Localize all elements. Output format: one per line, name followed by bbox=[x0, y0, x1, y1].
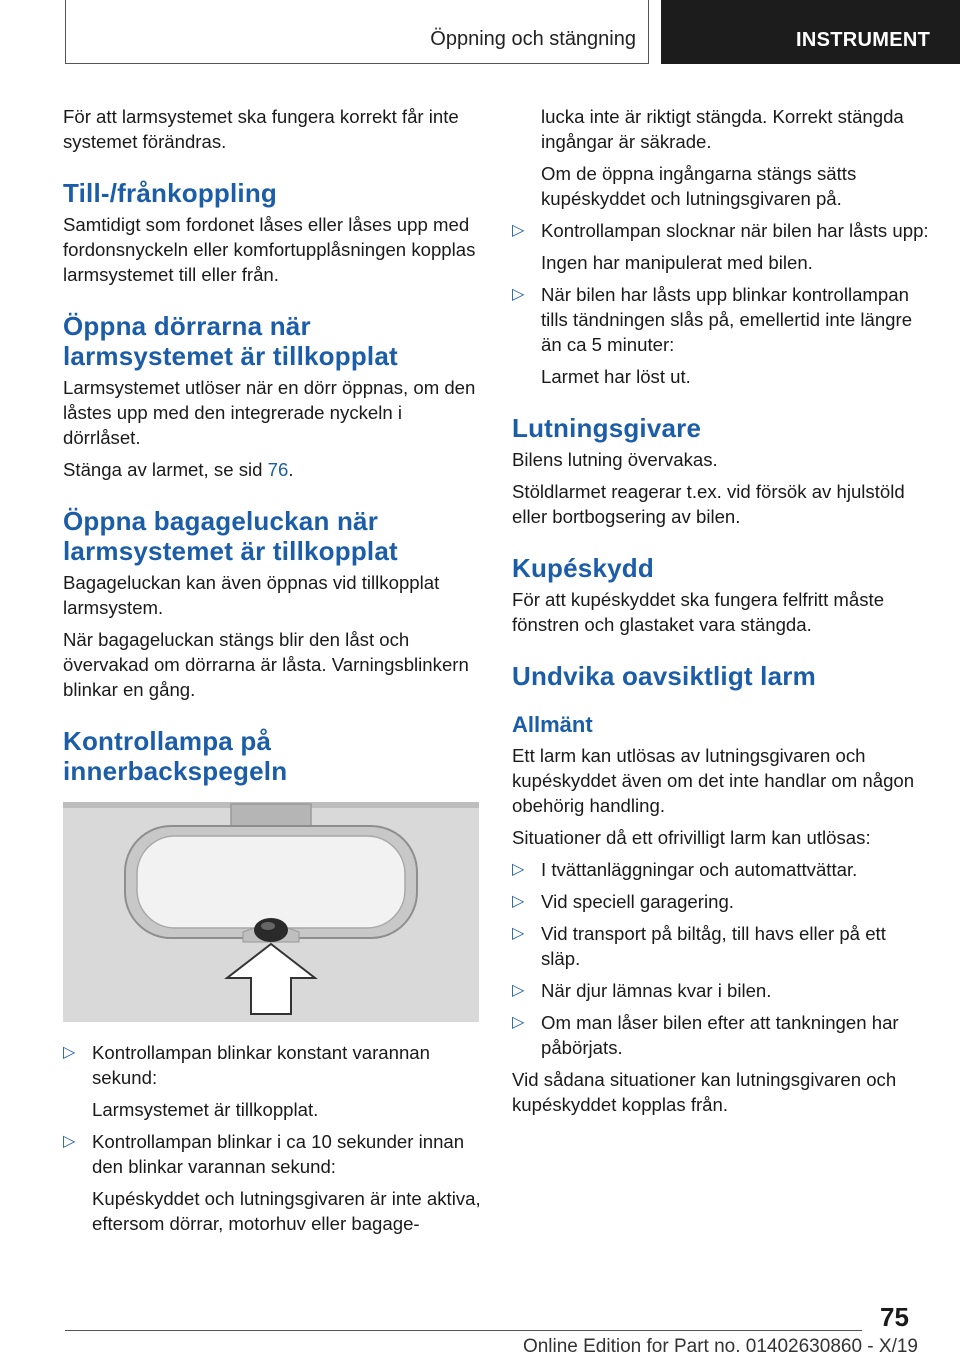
list-item bbox=[512, 889, 930, 914]
list-item-text: När djur lämnas kvar i bilen. bbox=[541, 980, 772, 1001]
continued-text-2: Om de öppna ingångarna stängs sätts kupéskyddet och lutningsgivaren på. bbox=[541, 163, 857, 209]
heading-till-frankoppling: Till-/frånkoppling bbox=[63, 178, 277, 208]
bullet-item-1 bbox=[63, 1040, 481, 1090]
bullet-sub-2: Kupéskyddet och lutningsgivaren är inte aktiva, eftersom dörrar, motorhuv eller bagage- bbox=[92, 1188, 481, 1234]
triangle-bullet-icon: ▷ bbox=[63, 1133, 76, 1150]
rearview-mirror-icon bbox=[63, 802, 479, 1022]
header-rule-bottom bbox=[65, 63, 649, 64]
paragraph-till: Samtidigt som fordonet låses eller låses upp med fordonsnyckeln eller komfortupplåsningen kopplas larmsystemet till eller från. bbox=[63, 214, 476, 285]
intro-text: För att larmsystemet ska fungera korrekt får inte systemet förändras. bbox=[63, 106, 459, 152]
paragraph-bagage-1: Bagageluckan kan även öppnas vid tillkopplat larmsystem. bbox=[63, 572, 440, 618]
continued-text-1: lucka inte är riktigt stängda. Korrekt stängda ingångar är säkrade. bbox=[541, 106, 904, 152]
footer-rule bbox=[65, 1330, 862, 1331]
bullet-item-4 bbox=[512, 282, 930, 357]
paragraph-bagage-2: När bagageluckan stängs blir den låst och övervakad om dörrarna är låsta. Varningsblinkern blinkar en gång. bbox=[63, 629, 469, 700]
triangle-bullet-icon: ▷ bbox=[512, 925, 525, 942]
right-column bbox=[512, 104, 930, 1124]
paragraph-lutning-1: Bilens lutning övervakas. bbox=[512, 449, 718, 470]
list-item bbox=[512, 921, 930, 971]
paragraph-final: Vid sådana situationer kan lutningsgivaren och kupéskyddet kopplas från. bbox=[512, 1069, 897, 1115]
list-item-text: Vid speciell garagering. bbox=[541, 891, 734, 912]
header-rule-right bbox=[648, 0, 649, 64]
list-item bbox=[512, 1010, 930, 1060]
bullet-text: Kontrollampan slocknar när bilen har låsts upp: bbox=[541, 220, 929, 241]
bullet-item-2 bbox=[63, 1129, 481, 1179]
header-section-title: Öppning och stängning bbox=[430, 28, 636, 50]
page-link-76[interactable]: 76 bbox=[267, 459, 289, 480]
paragraph-stanga bbox=[63, 457, 481, 482]
header-chapter-tab[interactable]: INSTRUMENT bbox=[661, 0, 960, 64]
list-item-text: Om man låser bilen efter att tankningen har påbörjats. bbox=[541, 1012, 899, 1058]
paragraph-allmant-1: Ett larm kan utlösas av lutningsgivaren och kupéskyddet även om det inte handlar om någon obehörig handling. bbox=[512, 745, 915, 816]
heading-lutningsgivare: Lutningsgivare bbox=[512, 413, 702, 443]
heading-oppna-bagageluckan: Öppna bagageluckan när larmsystemet är tillkopplat bbox=[63, 506, 398, 566]
bullet-item-3 bbox=[512, 218, 930, 243]
mirror-illustration bbox=[63, 802, 479, 1022]
triangle-bullet-icon: ▷ bbox=[512, 982, 525, 999]
stanga-end: . bbox=[288, 459, 294, 480]
paragraph-allmant-2: Situationer då ett ofrivilligt larm kan utlösas: bbox=[512, 827, 871, 848]
triangle-bullet-icon: ▷ bbox=[512, 893, 525, 910]
bullet-sub-4: Larmet har löst ut. bbox=[541, 366, 691, 387]
paragraph-lutning-2: Stöldlarmet reagerar t.ex. vid försök av hjulstöld eller bortbogsering av bilen. bbox=[512, 481, 905, 527]
left-column bbox=[63, 104, 481, 1243]
bullet-sub-3: Ingen har manipulerat med bilen. bbox=[541, 252, 813, 273]
subheading-allmant: Allmänt bbox=[512, 712, 593, 737]
list-item-text: Vid transport på biltåg, till havs eller på ett släp. bbox=[541, 923, 886, 969]
triangle-bullet-icon: ▷ bbox=[512, 1014, 525, 1031]
bullet-text: När bilen har låsts upp blinkar kontrollampan tills tändningen slås på, emellertid inte längre än ca 5 minuter: bbox=[541, 284, 913, 355]
list-item bbox=[512, 978, 930, 1003]
header-rule-left bbox=[65, 0, 66, 64]
heading-kontrollampa: Kontrollampa på innerbackspegeln bbox=[63, 726, 288, 786]
heading-kupeskydd: Kupéskydd bbox=[512, 553, 654, 583]
triangle-bullet-icon: ▷ bbox=[512, 861, 525, 878]
bullet-text: Kontrollampan blinkar konstant varannan sekund: bbox=[92, 1042, 430, 1088]
list-item bbox=[512, 857, 930, 882]
heading-undvika-larm: Undvika oavsiktligt larm bbox=[512, 661, 816, 691]
heading-oppna-dorrarna: Öppna dörrarna när larmsystemet är tillkopplat bbox=[63, 311, 398, 371]
paragraph-kupe: För att kupéskyddet ska fungera felfritt måste fönstren och glastaket vara stängda. bbox=[512, 589, 885, 635]
bullet-sub-1: Larmsystemet är tillkopplat. bbox=[92, 1099, 319, 1120]
triangle-bullet-icon: ▷ bbox=[512, 286, 525, 303]
triangle-bullet-icon: ▷ bbox=[512, 222, 525, 239]
edition-text: Online Edition for Part no. 01402630860 - X/19 bbox=[522, 1336, 918, 1357]
stanga-text: Stänga av larmet, se sid bbox=[63, 459, 268, 480]
paragraph-dorr: Larmsystemet utlöser när en dörr öppnas, om den låstes upp med den integrerade nyckeln i dörrlåset. bbox=[63, 377, 476, 448]
footer-edition bbox=[440, 1336, 918, 1358]
bullet-text: Kontrollampan blinkar i ca 10 sekunder innan den blinkar varannan sekund: bbox=[92, 1131, 465, 1177]
triangle-bullet-icon: ▷ bbox=[63, 1044, 76, 1061]
page-number: 75 bbox=[880, 1302, 909, 1332]
list-item-text: I tvättanläggningar och automattvättar. bbox=[541, 859, 858, 880]
